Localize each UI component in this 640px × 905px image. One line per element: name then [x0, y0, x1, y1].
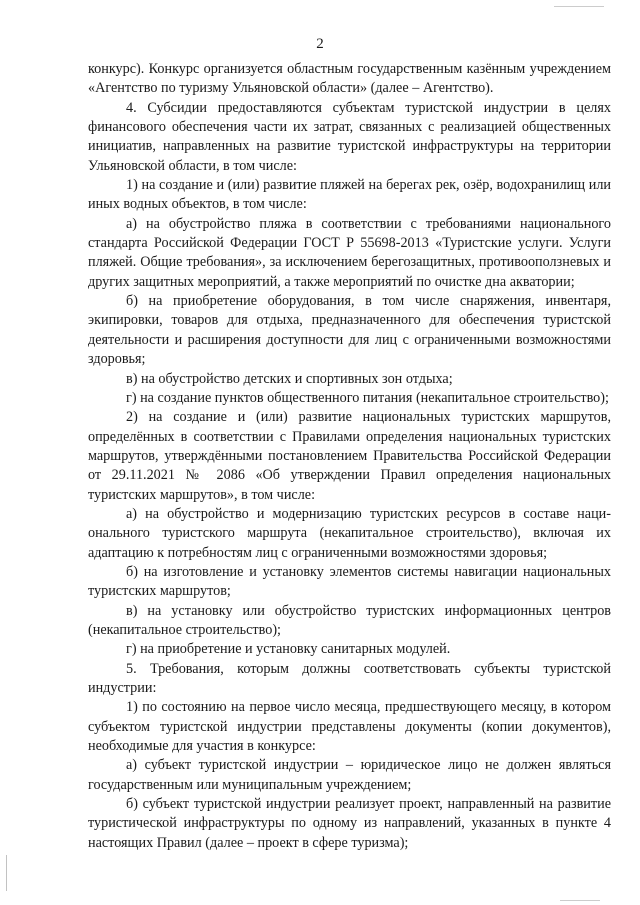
paragraph: 2) на создание и (или) развитие национальных туристских маршрутов, определённых в соответствии с Правилами определения национальных туристских маршрутов, утверждёнными постановлением Правительства Российской Федерации от 29.11.2021 № 2086 «Об утверждении Правил определения национальных туристских маршрутов», в том числе: [88, 409, 611, 503]
paragraph: а) на обустройство и модернизацию туристских ресурсов в составе национального туристского маршрута (некапитальное строительство), включая их адаптацию к потребностям лиц с ограниченными возможностями здоровья; [88, 505, 611, 561]
document-body [88, 60, 611, 853]
paragraph: г) на создание пунктов общественного питания (некапитальное строительство); [126, 389, 609, 406]
paragraph: в) на обустройство детских и спортивных зон отдыха; [126, 370, 453, 387]
paragraph: б) на изготовление и установку элементов системы навигации национальных туристских маршрутов; [88, 563, 611, 600]
scan-artifact [554, 6, 604, 7]
paragraph: а) субъект туристской индустрии – юридическое лицо не должен являться государственным или муниципальным учреждением; [88, 757, 611, 793]
paragraph: б) субъект туристской индустрии реализует проект, направленный на развитие туристической инфраструктуры по одному из направлений, указанных в пункте 4 настоящих Правил (далее – проект в сфере туризма); [88, 796, 611, 851]
scan-artifact [6, 855, 7, 891]
paragraph: в) на установку или обустройство туристских информационных центров (некапитальное строительство); [88, 602, 611, 638]
paragraph: б) на приобретение оборудования, в том числе снаряжения, инвентаря, экипировки, товаров для отдыха, предназначенного для обеспечения туристской деятельности и расширения доступности для лиц с ограниченными возможностями здоровья; [88, 293, 611, 368]
paragraph: 4. Субсидии предоставляются субъектам туристской индустрии в целях финансового обеспечения части их затрат, связанных с реализацией общественных инициатив, направленных на развитие туристской инфраструктуры на территории Ульяновской области, в том числе: [88, 99, 611, 174]
page-number: 2 [316, 36, 324, 52]
scan-artifact [560, 900, 600, 901]
paragraph: конкурс). Конкурс организуется областным государственным казённым учреждением «Агентство по туризму Ульяновской области» (далее – Агентство). [88, 61, 611, 97]
paragraph: г) на приобретение и установку санитарных модулей. [126, 641, 451, 658]
paragraph: 1) на создание и (или) развитие пляжей на берегах рек, озёр, водохранилищ или иных водных объектов, в том числе: [88, 177, 611, 213]
paragraph: 1) по состоянию на первое число месяца, предшествующего месяцу, в котором субъектом туристской индустрии представлены документы (копии документов), необходимые для участия в конкурсе: [88, 699, 611, 755]
paragraph: 5. Требования, которым должны соответствовать субъекты туристской индустрии: [88, 660, 611, 696]
paragraph: а) на обустройство пляжа в соответствии с требованиями национального стандарта Российской Федерации ГОСТ Р 55698-2013 «Туристские услуги. Услуги пляжей. Общие требования», за исключением берегозащитных, противооползневых и других защитных мероприятий, а также мероприятий по очистке дна акватории; [88, 215, 611, 290]
